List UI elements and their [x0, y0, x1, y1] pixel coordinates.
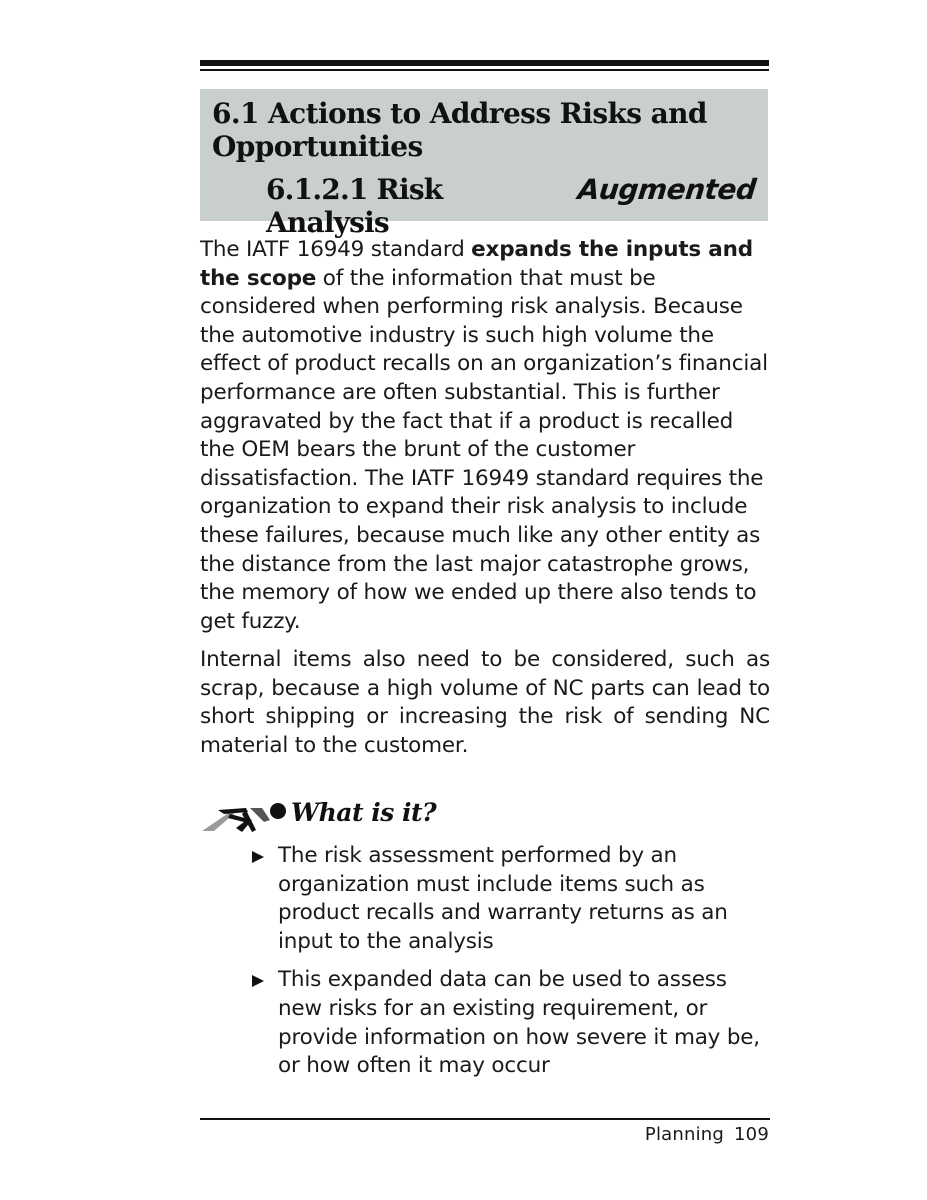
list-item: [248, 842, 768, 956]
list-item: [248, 966, 768, 1080]
paragraph-internal-items: Internal items also need to be considered, such as scrap, because a high volume of NC parts can lead to short shipping or increasing the risk of sending NC material to the customer.: [200, 647, 770, 758]
runner-icon: [200, 798, 290, 838]
chapter-name: Planning: [644, 1124, 725, 1145]
top-rule-thick: [200, 60, 769, 66]
what-is-it-list: [248, 842, 768, 1081]
what-is-it-heading: [200, 798, 600, 838]
page-number: 109: [734, 1124, 769, 1145]
subsection-row: [212, 173, 756, 239]
augmented-badge: Augmented: [576, 173, 758, 206]
paragraph-intro-emphasis: expands the inputs and the scope: [200, 237, 753, 291]
paragraph-intro-rest: of the information that must be considered when performing risk analysis. Because the automotive industry is such high volume the effect of product recalls on an organization’s financial performance are often substantial. This is further aggravated by the fact that if a product is recalled the OEM bears the brunt of the customer dissatisfaction. The IATF 16949 standard requires the organization to expand their risk analysis to include these failures, because much like any other entity as the distance from the last major catastrophe grows, the memory of how we ended up there also tends to get fuzzy.: [200, 265, 768, 634]
bullet-text: This expanded data can be used to assess new risks for an existing requirement, or provide information on how severe it may be, or how often it may occur: [278, 967, 760, 1079]
bullet-arrow-icon: [252, 975, 264, 987]
footer-rule: [200, 1118, 770, 1120]
page-footer: [645, 1124, 769, 1145]
subsection-title: 6.1.2.1 Risk Analysis: [266, 173, 443, 239]
paragraph-intro-lead: The IATF 16949 standard: [200, 237, 472, 262]
top-rule-thin: [200, 69, 769, 71]
paragraph-intro: [200, 236, 770, 636]
section-title: 6.1 Actions to Address Risks and Opportunities: [212, 97, 707, 163]
bullet-arrow-icon: [252, 851, 264, 863]
bullet-text: The risk assessment performed by an organization must include items such as product recalls and warranty returns as an input to the analysis: [278, 843, 728, 954]
section-header: [200, 89, 768, 239]
what-is-it-title: What is it?: [291, 798, 437, 827]
